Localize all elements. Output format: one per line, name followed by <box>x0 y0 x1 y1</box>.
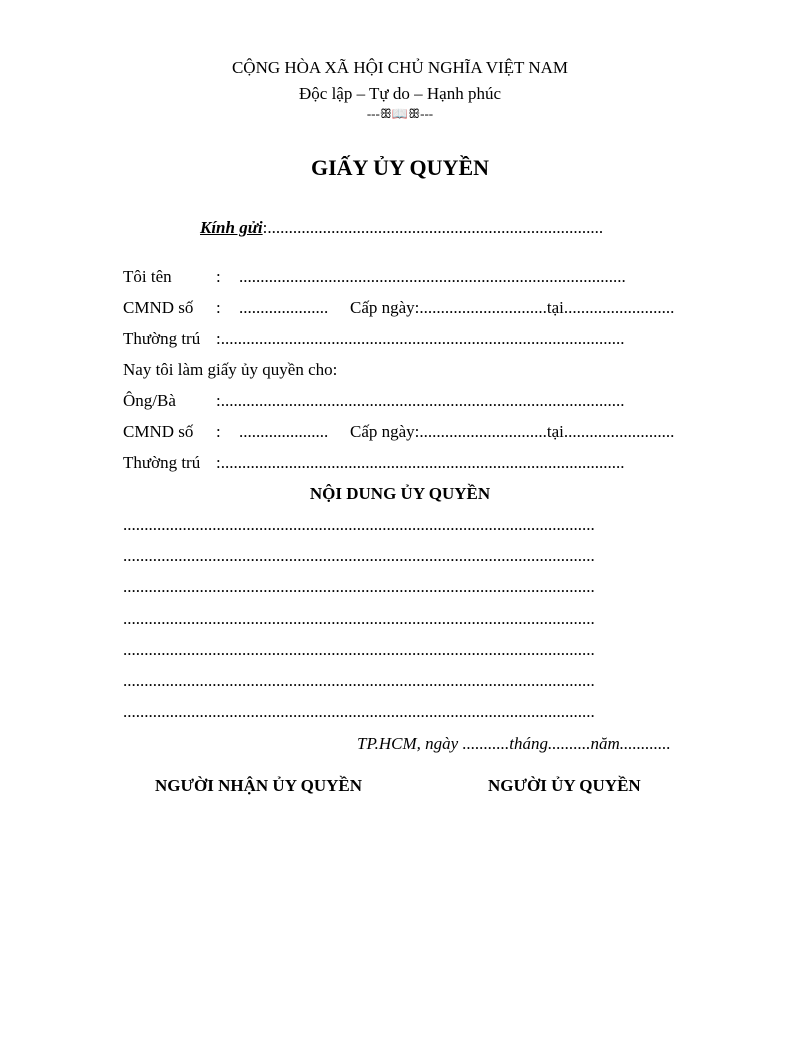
ornament-divider: ---ꕥ📖ꕥ--- <box>366 106 434 121</box>
addressee-label: Kính gửi <box>200 218 263 237</box>
content-line: ............................................................................................................... <box>123 702 595 721</box>
content-line: ............................................................................................................... <box>123 640 595 659</box>
grantor-name-label: Tôi tên <box>123 267 172 286</box>
grantor-name-row <box>123 267 723 289</box>
grantor-id-colon: : <box>216 298 221 317</box>
content-line: ............................................................................................................... <box>123 671 595 690</box>
grantor-residence-label: Thường trú <box>123 329 201 348</box>
content-line: ............................................................................................................... <box>123 515 595 534</box>
grantee-residence-row <box>123 453 723 475</box>
grantor-id-dots: ..................... <box>239 298 329 317</box>
content-line: ............................................................................................................... <box>123 577 595 596</box>
grantee-name-row <box>123 391 723 413</box>
grantee-name-label: Ông/Bà <box>123 391 176 410</box>
grantee-residence-dots: :............................................................................................... <box>216 453 625 472</box>
content-line: ............................................................................................................... <box>123 546 595 565</box>
grantor-issue-text: Cấp ngày:..............................tại.......................... <box>350 298 675 317</box>
grantee-id-label: CMND số <box>123 422 194 441</box>
addressee-line <box>200 218 603 238</box>
grantee-id-row <box>123 422 723 444</box>
grantor-id-row <box>123 298 723 320</box>
place-date-line: TP.HCM, ngày ...........tháng..........năm............ <box>357 734 671 753</box>
grantor-id-label: CMND số <box>123 298 194 317</box>
authorization-intro: Nay tôi làm giấy ủy quyền cho: <box>123 360 338 379</box>
grantor-name-dots: ........................................................................................... <box>239 267 626 286</box>
grantor-residence-row <box>123 329 723 351</box>
grantor-signature-title: NGƯỜI ỦY QUYỀN <box>488 776 641 795</box>
grantee-id-colon: : <box>216 422 221 441</box>
receiver-signature-title: NGƯỜI NHẬN ỦY QUYỀN <box>155 776 362 795</box>
grantee-issue-text: Cấp ngày:..............................tại.......................... <box>350 422 675 441</box>
national-motto: Độc lập – Tự do – Hạnh phúc <box>299 84 501 103</box>
grantee-residence-label: Thường trú <box>123 453 201 472</box>
grantor-residence-dots: :............................................................................................... <box>216 329 625 348</box>
national-title: CỘNG HÒA XÃ HỘI CHỦ NGHĨA VIỆT NAM <box>231 58 569 77</box>
document-title: GIẤY ỦY QUYỀN <box>310 155 490 180</box>
content-line: ............................................................................................................... <box>123 609 595 628</box>
content-heading: NỘI DUNG ỦY QUYỀN <box>309 484 491 503</box>
grantee-id-dots: ..................... <box>239 422 329 441</box>
grantor-name-colon: : <box>216 267 221 286</box>
grantee-name-dots: :............................................................................................... <box>216 391 625 410</box>
addressee-dots: :............................................................................... <box>262 218 604 237</box>
